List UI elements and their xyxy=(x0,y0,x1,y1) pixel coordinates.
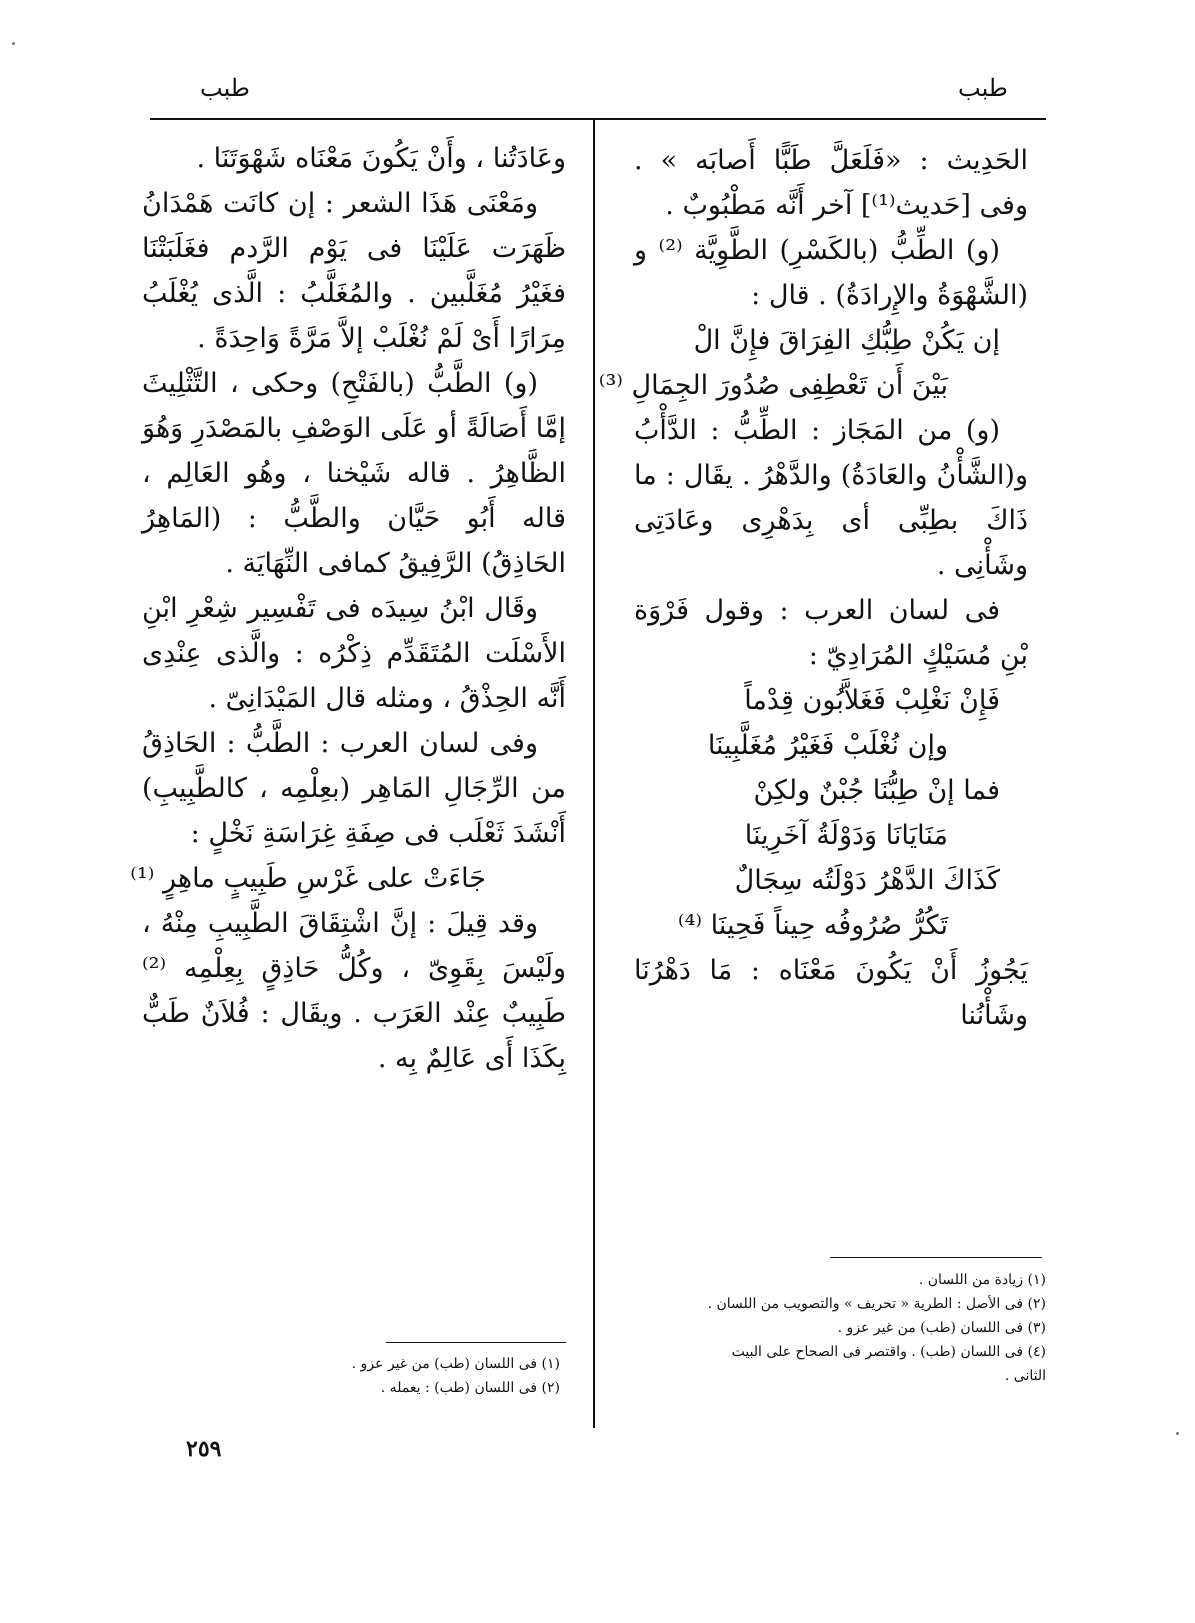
paragraph-poem-meaning: ومَعْنَى هَذَا الشعر : إن كانَت هَمْدَانُ ظَهَرَت عَلَيْنَا فى يَوْم الرَّدم فغَلَبَتْنَا فغَيْرُ مُغَلَّبين . والمُغَلَّبُ : الَّذى يُغْلَبُ مِرَارًا أَىْ لَمْ نُغْلَبْ إلاَّ مَرَّةً وَاحِدَةً . xyxy=(142,188,566,354)
paragraph-tabb-fath: (و) الطَّبُّ (بالفَتْحِ) وحكى ، التَّثْلِيثَ إمَّا أَصَالَةً أو عَلَى الوَصْفِ بالمَصْدَرِ وَهُوَ الظَّاهِرُ . قاله شَيْخنا ، وهُو العَالِم ، قاله أَبُو حَيَّان والطَّبُّ : (المَاهِرُ الحَاذِقُ) الرَّفِيقُ كمافى النِّهَايَة . xyxy=(142,368,566,579)
left-column xyxy=(130,136,566,1081)
scan-speck xyxy=(1176,1432,1179,1435)
verse-block-1 xyxy=(598,318,1028,408)
paragraph-lisan-farwa: فى لسان العرب : وقول فَرْوَة بْنِ مُسَيْكٍ المُرَادِيّ : xyxy=(634,595,1028,671)
verse-line: كَذَاكَ الدَّهْرُ دَوْلَتُه سِجَالٌ xyxy=(734,865,1000,896)
verse-line: وإن نُغْلَبْ فَغَيْرُ مُغَلَّبِينَا xyxy=(707,730,948,761)
footnotes-left xyxy=(310,1352,560,1400)
footnote: (٢) فى الأصل : الطرية « تحريف » والتصويب من اللسان . xyxy=(707,1296,1046,1312)
verse-line: إن يَكُنْ طِبُّكِ الفِرَاقَ فإِنَّ الْ xyxy=(693,325,1000,356)
paragraph-tibb-kasr: (و) الطِّبُّ (بالكَسْرِ) الطَّوِيَّة ⁽²⁾ و (الشَّهْوَةُ والإِرادَةُ) . قال : xyxy=(634,235,1028,311)
scan-speck xyxy=(12,42,15,45)
paragraph-majaz: (و) من المَجَاز : الطِّبُّ : الدَّأْبُ و(الشَّأْنُ والعَادَةُ) والدَّهْرُ . يقَال : ما ذَاكَ بطِبِّى أى بِدَهْرِى وعَادَتِى وشَأْنِى . xyxy=(634,415,1028,581)
verse-line: بَيْنَ أَن تَعْطِفِى صُدُورَ الجِمَالِ ⁽³⁾ xyxy=(598,370,948,401)
footnote: (٤) فى اللسان (طب) . واقتصر فى الصحاح على البيت xyxy=(731,1344,1046,1360)
footnote: الثانى . xyxy=(1004,1368,1046,1384)
paragraph-ibn-sidah: وقَال ابْنُ سِيدَه فى تَفْسِير شِعْرِ ابْنِ الأَسْلَت المُتَقَدِّم ذِكْرُه : والَّذى عِنْدِى أَنَّه الحِذْقُ ، ومثله قال المَيْدَانِىّ . xyxy=(142,593,566,714)
running-head-right: طبب xyxy=(958,74,1008,102)
column-divider xyxy=(593,120,595,1428)
verse-line: جَاءَتْ على غَرْسِ طَبِيبٍ ماهِرٍ ⁽¹⁾ xyxy=(130,863,486,894)
footnote: (١) زيادة من اللسان . xyxy=(918,1272,1046,1288)
paragraph-hadith: الحَدِيث : «فَلَعَلَّ طَبًّا أَصابَه » . وفى [حَديث⁽¹⁾] آخر أَنَّه مَطْبُوبٌ . xyxy=(634,145,1028,221)
footnote-rule-left xyxy=(386,1342,566,1343)
running-head-left: طبب xyxy=(200,74,250,102)
paragraph-lisan-tabb: وفى لسان العرب : الطَّبُّ : الحَاذِقُ من الرِّجَالِ المَاهِر (بعِلْمِه ، كالطَّبِيبِ) أَنْشَدَ ثَعْلَب فى صِفَةِ غِرَاسَةِ نَخْلٍ : xyxy=(142,728,566,849)
verse-line: فَإِنْ نَغْلِبْ فَغَلاَّبُون قِدْماً xyxy=(744,685,1000,716)
paragraph-opening: وعَادَتُنا ، وأَنْ يَكُونَ مَعْنَاه شَهْوَتَنَا . xyxy=(196,143,566,174)
paragraph-trailing: يَجُوزُ أَنْ يَكُونَ مَعْنَاه : مَا دَهْرُنَا وشَأْنُنا xyxy=(634,955,1028,1031)
header-rule xyxy=(150,118,1046,120)
paragraph-tabib: وقد قِيلَ : إنَّ اشْتِقَاقَ الطَّبِيبِ مِنْهُ ، ولَيْسَ بِقَوِىّ ، وكُلُّ حَاذِقٍ بِعِلْمِه ⁽²⁾ طَبِيبٌ عِنْد العَرَب . ويقَال : فُلاَنٌ طَبٌّ بِكَذَا أَى عَالِمٌ بِه . xyxy=(142,908,566,1074)
page-number: ٢٥٩ xyxy=(186,1436,222,1462)
verse-line: فما إنْ طِبُّنَا جُبْنٌ ولكِنْ xyxy=(753,775,1000,806)
footnote: (٣) فى اللسان (طب) من غير عزو . xyxy=(837,1320,1046,1336)
footnote-rule-right xyxy=(830,1257,1042,1258)
footnotes-right xyxy=(707,1268,1046,1388)
verse-block-2 xyxy=(634,678,1028,948)
verse-line: مَنَايَانَا وَدَوْلَةُ آخَرِينَا xyxy=(744,820,948,851)
right-column xyxy=(598,138,1028,1038)
footnote: (١) فى اللسان (طب) من غير عزو . xyxy=(351,1356,560,1372)
verse-line: تَكُرُّ صُرُوفُه حِيناً فَحِينَا ⁽⁴⁾ xyxy=(677,910,948,941)
footnote: (٢) فى اللسان (طب) : يعمله . xyxy=(380,1380,560,1396)
